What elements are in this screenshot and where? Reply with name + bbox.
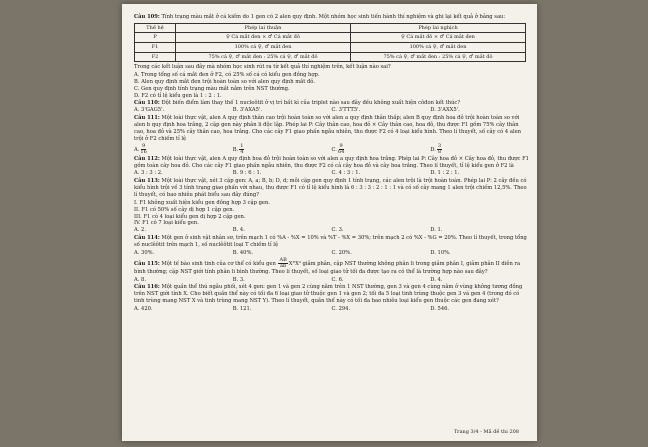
question-109 bbox=[134, 14, 529, 100]
question-number: Câu 114: bbox=[134, 235, 160, 242]
fraction bbox=[437, 144, 442, 155]
question-number: Câu 116: bbox=[134, 284, 160, 291]
option-a: A. 2. bbox=[134, 227, 146, 234]
table-row bbox=[135, 52, 526, 62]
question-text: Một loài thực vật, xét 3 cặp gen: A, a; B, b; D, d; mỗi cặp gen quy định 1 tính trạng, các alen trội là trội hoàn toàn. Phép lai P: 2 cây đều có kiểu hình trội về 3 tính trạng giao phấn với nhau, thu được F1 có tỉ lệ kiểu hình là 6 : 3 : 3 : 2 : 1 : 1 và có số cây mang 1 alen trội chiếm 12,5%. Theo lí thuyết, có bao nhiêu phát biểu sau đây đúng? bbox=[134, 178, 527, 198]
fraction bbox=[338, 144, 344, 155]
option-b: B. 3'AXA5'. bbox=[232, 107, 262, 114]
option-b: B. 3. bbox=[232, 276, 245, 283]
options-row bbox=[134, 306, 529, 313]
option-d: D. 546. bbox=[430, 306, 450, 313]
denominator: 64 bbox=[337, 148, 345, 155]
option-d: D. 4. bbox=[430, 276, 443, 283]
options-row bbox=[134, 170, 529, 177]
table-cell: F2 bbox=[135, 52, 176, 62]
options-row bbox=[134, 250, 529, 257]
options-row bbox=[134, 277, 529, 284]
question-text: Một quần thể thú ngẫu phối, xét 4 gen: gen 1 và gen 2 cùng nằm trên 1 NST thường, gen 3 và gen 4 cùng nằm ở vùng không tương đồng trên NST giới tính X. Cho biết quần thể này có tối đa 6 loại giao tử thuộc gen 1 và gen 2; tối đa 5 loại tinh trùng thuộc gen 3 và gen 4 (trong đó có tinh trùng mang NST X và tinh trùng mang NST Y). Theo lí thuyết, quần thể này có tối đa bao nhiêu loại kiểu gen thuộc các gen đang xét? bbox=[134, 284, 523, 305]
option-c: C. 3'TTT5'. bbox=[331, 107, 361, 114]
option-d bbox=[430, 144, 529, 155]
option-c: C. Gen quy định tính trạng màu mắt nằm trên NST thường. bbox=[134, 85, 290, 92]
table-row bbox=[135, 33, 526, 43]
denominator: ab bbox=[280, 262, 287, 269]
option-c: C. 4 : 3 : 1. bbox=[331, 170, 361, 177]
question-number: Câu 110: bbox=[134, 99, 160, 106]
option-b: B. Alen quy định mắt đen trội hoàn toàn so với alen quy định mắt đỏ. bbox=[134, 78, 316, 85]
option-a: A. 8. bbox=[134, 276, 146, 283]
option-a: A. 420. bbox=[134, 306, 153, 313]
option-c bbox=[332, 144, 431, 155]
question-113 bbox=[134, 178, 529, 234]
option-b: B. 4. bbox=[232, 227, 245, 234]
option-c: C. 20%. bbox=[331, 249, 352, 256]
options-row bbox=[134, 227, 529, 234]
results-table bbox=[134, 23, 526, 62]
statement-4: IV. F1 có 7 loại kiểu gen. bbox=[134, 220, 199, 227]
option-d: D. 10%. bbox=[430, 249, 451, 256]
option-a: A. 3'GAG5'. bbox=[134, 107, 165, 114]
table-cell: 100% cá ♀, ♂ mắt đen bbox=[176, 43, 351, 53]
question-text: Một loài thực vật, alen A quy định hoa đỏ trội hoàn toàn so với alen a quy định hoa trắng. Phép lai P: Cây hoa đỏ × Cây hoa đỏ, thu được F1 gồm toàn cây hoa đỏ. Cho các cây F1 giao phấn ngẫu nhiên, thu được F2 có cả cây hoa đỏ và cây hoa trắng. Theo lí thuyết, tỉ lệ kiểu gen ở F2 là bbox=[134, 155, 529, 169]
option-a: A. Trong tổng số cá mắt đen ở F2, có 25% số cá có kiểu gen đồng hợp. bbox=[134, 72, 320, 79]
fraction bbox=[239, 144, 244, 155]
numerator: AB bbox=[279, 256, 287, 263]
denominator: 16 bbox=[140, 148, 147, 155]
option-b: B. 40%. bbox=[232, 249, 254, 256]
question-number: Câu 112: bbox=[134, 155, 160, 162]
option-c: C. 294. bbox=[331, 306, 351, 313]
table-cell: ♀ Cá mắt đỏ × ♂ Cá mắt đen bbox=[351, 33, 526, 43]
question-text: Đột biến điểm làm thay thế 1 nucleôtit ở vị trí bất kì của triplet nào sau đây đều không xuất hiện côđon kết thúc? bbox=[161, 99, 461, 106]
option-label: D. bbox=[430, 146, 436, 153]
option-d: D. 1 : 2 : 1. bbox=[430, 170, 460, 177]
exam-content bbox=[134, 14, 529, 314]
statement-2: II. F1 có 50% số cây dị hợp 1 cặp gen. bbox=[134, 206, 235, 213]
question-115 bbox=[134, 258, 529, 284]
question-112 bbox=[134, 156, 529, 178]
table-header: Phép lai thuận bbox=[176, 23, 351, 33]
question-stem: Trong các kết luận sau đây mà nhóm học sinh rút ra từ kết quả thí nghiệm trên, kết luận nào sai? bbox=[134, 64, 391, 71]
table-cell: P bbox=[135, 33, 176, 43]
option-b: B. 121. bbox=[232, 306, 252, 313]
question-text: Một loài thực vật, alen A quy định thân cao trội hoàn toàn so với alen a quy định thân thấp; alen B quy định hoa đỏ trội hoàn toàn so với alen b quy định hoa trắng, 2 cặp gen này phân li độc lập. Phép lai P: Cây thân cao, hoa đỏ × Cây thân cao, hoa đỏ, thu được F1 gồm 75% cây thân cao, hoa đỏ và 25% cây thân cao, hoa trắng. Cho các cây F1 giao phấn ngẫu nhiên, thu được F2 có 4 loại kiểu hình. Theo lí thuyết, số cây có 4 alen trội ở F2 chiếm tỉ lệ bbox=[134, 115, 522, 142]
question-110 bbox=[134, 100, 529, 115]
table-row bbox=[135, 43, 526, 53]
option-a: A. 30%. bbox=[134, 249, 155, 256]
numerator: 3 bbox=[437, 142, 442, 149]
question-number: Câu 109: bbox=[134, 14, 160, 20]
question-111 bbox=[134, 115, 529, 154]
table-header-row bbox=[135, 23, 526, 33]
option-d: D. 1. bbox=[430, 227, 443, 234]
option-c: C. 6. bbox=[331, 276, 344, 283]
fraction bbox=[140, 144, 146, 155]
exam-page bbox=[122, 4, 537, 441]
statement-3: III. F1 có 4 loại kiểu gen dị hợp 2 cặp gen. bbox=[134, 213, 246, 220]
options-row bbox=[134, 144, 529, 155]
denominator: 4 bbox=[240, 148, 244, 155]
options-row bbox=[134, 107, 529, 114]
table-header: Phép lai nghịch bbox=[351, 23, 526, 33]
question-116 bbox=[134, 284, 529, 312]
table-cell: 75% cá ♀, ♂ mắt đen : 25% cá ♀, ♂ mắt đỏ bbox=[176, 52, 351, 62]
table-cell: 75% cá ♀, ♂ mắt đen : 25% cá ♀, ♂ mắt đỏ bbox=[351, 52, 526, 62]
denominator: 8 bbox=[437, 148, 442, 155]
option-label: A. bbox=[134, 146, 140, 153]
option-d: D. 3'AXX5'. bbox=[430, 107, 460, 114]
question-text: Một tế bào sinh tinh của cơ thể có kiểu gen bbox=[161, 260, 276, 267]
question-number: Câu 113: bbox=[134, 178, 160, 185]
option-b: B. 9 : 6 : 1. bbox=[232, 170, 262, 177]
option-a: A. 3 : 3 : 2. bbox=[134, 170, 163, 177]
genotype-fraction bbox=[278, 258, 287, 269]
question-114 bbox=[134, 235, 529, 257]
option-c: C. 3. bbox=[331, 227, 344, 234]
option-label: C. bbox=[331, 146, 337, 153]
question-number: Câu 115: bbox=[134, 260, 160, 267]
statement-1: I. F1 không xuất hiện kiểu gen đồng hợp 3 cặp gen. bbox=[134, 199, 270, 206]
numerator: 1 bbox=[240, 142, 244, 149]
page-footer: Trang 3/4 - Mã đề thi 208 bbox=[453, 429, 519, 435]
table-cell: 100% cá ♀, ♂ mắt đen bbox=[351, 43, 526, 53]
numerator: 9 bbox=[142, 142, 146, 149]
question-text-continued: XᴰXᵈ giảm phân, cặp NST thường không phân li trong giảm phân I, giảm phân II diễn ra bình thường; cặp NST giới tính phân li bình thường. Theo lí thuyết, số loại giao tử tối đa được tạo ra có thể là trường hợp nào sau đây? bbox=[134, 260, 521, 275]
numerator: 9 bbox=[339, 142, 343, 149]
table-header: Thế hệ bbox=[135, 23, 176, 33]
question-text: Tính trạng màu mắt ở cá kiếm do 1 gen có 2 alen quy định. Một nhóm học sinh tiến hành thí nghiệm và ghi lại kết quả ở bảng sau: bbox=[161, 14, 506, 20]
option-d: D. F2 có tỉ lệ kiểu gen là 1 : 2 : 1. bbox=[134, 92, 222, 99]
question-text: Một gen ở sinh vật nhân sơ, trên mạch 1 có %A - %X = 10% và %T - %X = 30%; trên mạch 2 có %X - %G = 20%. Theo lí thuyết, trong tổng số nuclêôtit trên mạch 1, số nuclêôtit loại T chiếm tỉ lệ bbox=[134, 235, 527, 248]
option-label: B. bbox=[232, 146, 239, 153]
table-cell: F1 bbox=[135, 43, 176, 53]
option-a bbox=[134, 144, 233, 155]
table-cell: ♀ Cá mắt đen × ♂ Cá mắt đỏ bbox=[176, 33, 351, 43]
question-number: Câu 111: bbox=[134, 115, 160, 122]
option-b bbox=[233, 144, 332, 155]
